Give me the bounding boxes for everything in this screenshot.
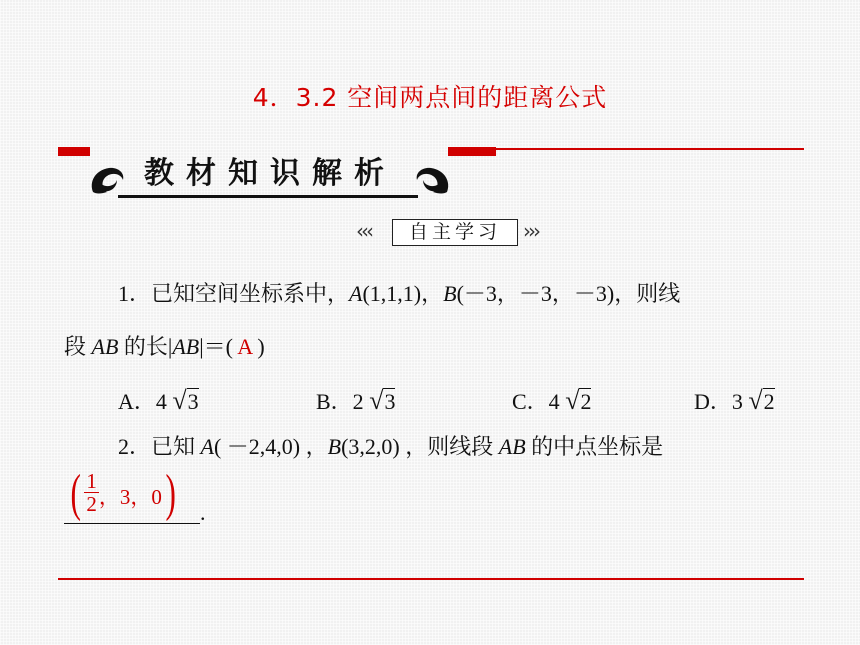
segment-ab: AB [91,334,119,359]
option-a [118,385,199,416]
segment-ab: AB [498,434,526,459]
question-1-line-1 [118,277,680,308]
q1-text: 已知空间坐标系中， [151,281,350,306]
point-a: A [349,281,363,306]
sqrt-expression [565,386,591,416]
sqrt-expression [748,386,774,416]
banner-underline [118,195,418,198]
fraction [84,470,99,515]
question-1-answer: A [237,334,252,359]
q1-text: 段 [64,334,92,359]
radicand: 2 [763,389,775,414]
q1-text: ) [251,334,265,359]
option-label: C．4 [512,389,566,414]
q2-text: 已知 [151,434,201,459]
sqrt-expression [369,386,395,416]
coord-b: (3,2,0) ，则线段 [341,434,499,459]
question-1-line-2 [64,330,265,361]
coord-b: (－3，－3，－3)，则线 [456,281,681,306]
sqrt-icon: √ [748,386,763,415]
question-1-number: 1． [118,281,152,306]
radicand: 3 [384,389,396,414]
q2-text: 的中点坐标是 [525,434,664,459]
right-paren-icon: ) [165,465,176,522]
point-a: A [200,434,214,459]
sqrt-icon: √ [172,386,187,415]
top-divider-line [496,148,804,150]
radicand: 2 [580,389,592,414]
answer-period: . [200,500,206,525]
option-d [694,385,775,416]
left-leaf-ornament-icon [92,168,124,194]
option-label: A．4 [118,389,173,414]
option-b [316,385,395,416]
red-bar-left [58,147,90,156]
radicand: 3 [187,389,199,414]
sqrt-expression [172,386,198,416]
left-chevrons-icon: ‹‹‹ [356,219,371,243]
question-2-answer [67,465,179,522]
option-c [512,385,591,416]
point-b: B [443,281,457,306]
sqrt-icon: √ [565,386,580,415]
question-2-line-1 [118,430,663,461]
q1-text: 的长| [118,334,173,359]
sqrt-icon: √ [369,386,384,415]
coord-a: ( －2,4,0) ， [213,434,328,459]
q1-text: |＝( [199,334,238,359]
answer-blank-line [64,523,200,524]
point-b: B [327,434,342,459]
fraction-denominator: 2 [86,492,97,516]
page-title: 4．3.2 空间两点间的距离公式 [252,83,608,112]
right-chevrons-icon: ››› [523,219,538,243]
option-label: B．2 [316,389,370,414]
right-leaf-ornament-icon [417,168,449,194]
red-bar-right [448,147,496,156]
coord-a: (1,1,1)， [362,281,444,306]
fraction-numerator: 1 [86,469,97,493]
left-paren-icon: ( [70,465,81,522]
segment-ab: AB [172,334,200,359]
section-label: 自主学习 [392,219,518,246]
option-label: D．3 [694,389,749,414]
banner-heading: 教材知识解析 [144,156,396,191]
question-2-number: 2． [118,434,152,459]
answer-rest: ，3，0 [98,485,162,509]
bottom-divider-line [58,578,804,580]
